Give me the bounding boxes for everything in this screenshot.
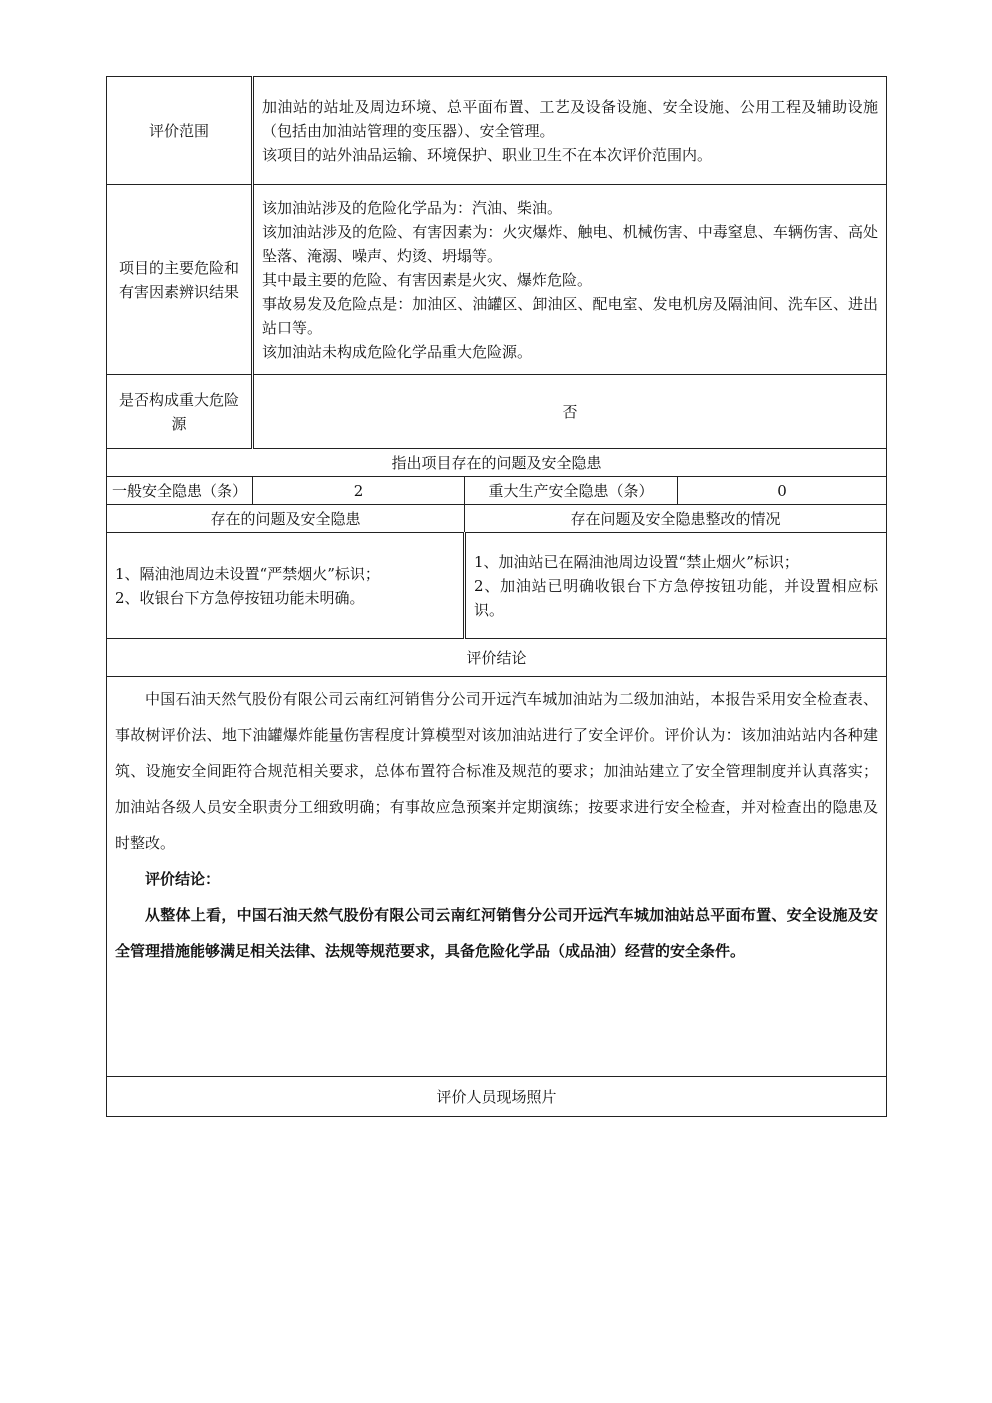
major-hazard-row <box>107 375 887 449</box>
scope-label: 评价范围 <box>107 77 253 185</box>
general-hazard-label: 一般安全隐患（条） <box>107 477 253 505</box>
problem-item: 1、隔油池周边未设置“严禁烟火”标识； <box>115 564 380 583</box>
photos-header: 评价人员现场照片 <box>107 1077 887 1117</box>
hazard-line: 事故易发及危险点是：加油区、油罐区、卸油区、配电室、发电机房及隔油间、洗车区、进出站口等。 <box>262 294 879 337</box>
problems-list <box>107 533 465 639</box>
hazards-label: 项目的主要危险和有害因素辨识结果 <box>107 185 253 375</box>
scope-line: 加油站的站址及周边环境、总平面布置、工艺及设备设施、安全设施、公用工程及辅助设施（包括由加油站管理的变压器）、安全管理。 <box>262 97 879 140</box>
issues-detail-row <box>107 533 887 639</box>
issues-header: 指出项目存在的问题及安全隐患 <box>107 449 887 477</box>
issues-header-row <box>107 449 887 477</box>
scope-content <box>253 77 887 185</box>
issue-counts-row <box>107 477 887 505</box>
conclusion-header-row <box>107 639 887 677</box>
hazard-line: 其中最主要的危险、有害因素是火灾、爆炸危险。 <box>262 270 593 289</box>
scope-row <box>107 77 887 185</box>
evaluation-table <box>106 76 887 1117</box>
major-hazard-count: 0 <box>678 477 887 505</box>
conclusion-header: 评价结论 <box>107 639 887 677</box>
rectify-list <box>465 533 887 639</box>
hazard-line: 该加油站涉及的危险、有害因素为：火灾爆炸、触电、机械伤害、中毒窒息、车辆伤害、高处坠落、淹溺、噪声、灼烫、坍塌等。 <box>262 222 879 265</box>
conclusion-final: 从整体上看，中国石油天然气股份有限公司云南红河销售分公司开远汽车城加油站总平面布置、安全设施及安全管理措施能够满足相关法律、法规等规范要求，具备危险化学品（成品油）经营的安全条件。 <box>115 906 879 960</box>
major-hazard-value: 否 <box>253 375 887 449</box>
problems-column-header: 存在的问题及安全隐患 <box>107 505 465 533</box>
hazards-content <box>253 185 887 375</box>
conclusion-content <box>107 677 887 1077</box>
problem-item: 2、收银台下方急停按钮功能未明确。 <box>115 588 365 607</box>
hazard-line: 该加油站涉及的危险化学品为：汽油、柴油。 <box>262 198 563 217</box>
rectify-item: 1、加油站已在隔油池周边设置“禁止烟火”标识； <box>474 552 799 571</box>
scope-line: 该项目的站外油品运输、环境保护、职业卫生不在本次评价范围内。 <box>262 145 713 164</box>
conclusion-body-row <box>107 677 887 1077</box>
major-hazard-count-label: 重大生产安全隐患（条） <box>465 477 678 505</box>
rectify-item: 2、加油站已明确收银台下方急停按钮功能，并设置相应标识。 <box>474 576 879 619</box>
evaluation-sheet <box>106 76 886 1117</box>
major-hazard-label: 是否构成重大危险源 <box>107 375 253 449</box>
conclusion-subheading: 评价结论： <box>145 870 221 888</box>
issues-columns-row <box>107 505 887 533</box>
rectify-column-header: 存在问题及安全隐患整改的情况 <box>465 505 887 533</box>
conclusion-paragraph: 中国石油天然气股份有限公司云南红河销售分公司开远汽车城加油站为二级加油站，本报告采用安全检查表、事故树评价法、地下油罐爆炸能量伤害程度计算模型对该加油站进行了安全评价。评价认为：该加油站站内各种建筑、设施安全间距符合规范相关要求，总体布置符合标准及规范的要求；加油站建立了安全管理制度并认真落实；加油站各级人员安全职责分工细致明确；有事故应急预案并定期演练；按要求进行安全检查，并对检查出的隐患及时整改。 <box>115 690 879 852</box>
hazards-row <box>107 185 887 375</box>
general-hazard-count: 2 <box>253 477 465 505</box>
hazard-line: 该加油站未构成危险化学品重大危险源。 <box>262 342 533 361</box>
photos-header-row <box>107 1077 887 1117</box>
